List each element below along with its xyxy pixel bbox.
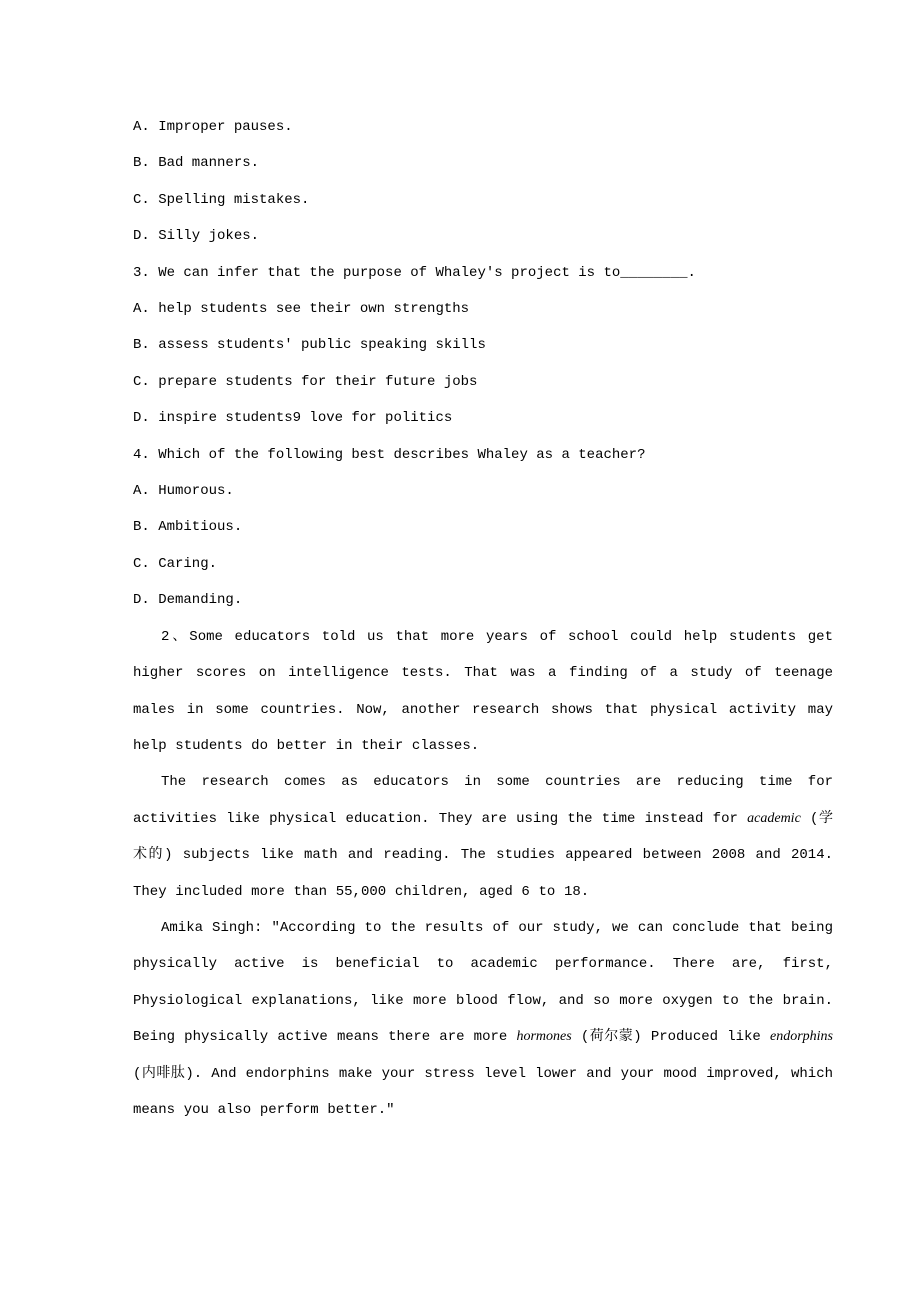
option-line: D. inspire students9 love for politics [133, 410, 453, 427]
option-line: A. help students see their own strengths [133, 301, 470, 318]
text-segment: (学术的) subjects like math and reading. The studies appeared between 2008 and 2014. They included more than 55,000 children, aged 6 to 18. [133, 810, 833, 900]
option-line: D. Demanding. [133, 592, 243, 609]
option-line: A. Humorous. [133, 483, 234, 500]
question-line: 4. Which of the following best describes Whaley as a teacher? [133, 446, 646, 463]
option-line: C. Spelling mistakes. [133, 191, 310, 208]
option-line: C. prepare students for their future jobs [133, 373, 478, 390]
passage-paragraph [133, 764, 833, 910]
passage-paragraph [133, 619, 833, 765]
option-line: B. assess students' public speaking skills [133, 337, 486, 354]
option-line: B. Ambitious. [133, 519, 243, 536]
document-content [133, 109, 833, 1128]
italic-term: academic [747, 810, 801, 826]
text-segment: 2、Some educators told us that more years of school could help students get higher scores on intelligence tests. That was a finding of a study of teenage males in some countries. Now, another research shows that physical activity may help students do better in their classes. [133, 628, 833, 754]
italic-term: hormones [516, 1029, 572, 1045]
text-segment: (荷尔蒙) Produced like [571, 1029, 770, 1046]
text-segment: (内啡肽). And endorphins make your stress level lower and your mood improved, which means you also perform better." [133, 1065, 833, 1118]
text-segment: Amika Singh: "According to the results of our study, we can conclude that being physically active is beneficial to academic performance. There are, first, Physiological explanations, like more blood flow, and so more oxygen to the brain. Being physically active means there are more [133, 919, 833, 1046]
option-line: D. Silly jokes. [133, 228, 260, 245]
option-line: B. Bad manners. [133, 155, 260, 172]
passage-paragraph [133, 910, 833, 1128]
italic-term: endorphins [769, 1029, 833, 1045]
option-line: C. Caring. [133, 555, 218, 572]
question-line: 3. We can infer that the purpose of Whaley's project is to________. [133, 264, 696, 281]
text-segment: The research comes as educators in some countries are reducing time for activities like physical education. They are using the time instead for [133, 774, 833, 827]
option-line: A. Improper pauses. [133, 119, 293, 135]
